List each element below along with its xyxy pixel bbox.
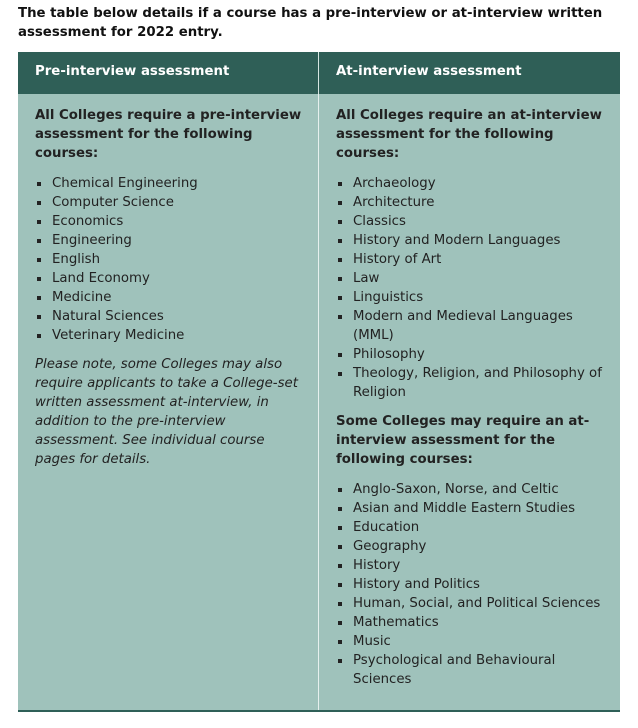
intro-text: The table below details if a course has a pre-interview or at-interview written assessment for 2022 entry. — [18, 6, 603, 40]
course-item: Land Economy — [35, 269, 304, 288]
course-item: Engineering — [35, 231, 304, 250]
course-item: Law — [336, 269, 606, 288]
pre-interview-lead: All Colleges require a pre-interview assessment for the following courses: — [35, 108, 302, 161]
course-item: Classics — [336, 212, 606, 231]
pre-interview-note: Please note, some Colleges may also require applicants to take a College-set written assessment at-interview, in addition to the pre-interview assessment. See individual course pages for details. — [35, 357, 298, 467]
at-interview-column — [319, 94, 620, 710]
course-item: Human, Social, and Political Sciences — [336, 594, 606, 613]
course-item: Mathematics — [336, 613, 606, 632]
at-interview-optional-list — [336, 480, 606, 689]
header-pre-interview: Pre-interview assessment — [18, 52, 319, 94]
course-item: Music — [336, 632, 606, 651]
course-item: Linguistics — [336, 288, 606, 307]
course-item: Theology, Religion, and Philosophy of Religion — [336, 364, 606, 402]
course-item: English — [35, 250, 304, 269]
course-item: Psychological and Behavioural Sciences — [336, 651, 606, 689]
header-at-interview: At-interview assessment — [319, 52, 620, 94]
course-item: Philosophy — [336, 345, 606, 364]
course-item: Economics — [35, 212, 304, 231]
course-item: Archaeology — [336, 174, 606, 193]
course-item: Asian and Middle Eastern Studies — [336, 499, 606, 518]
course-item: History — [336, 556, 606, 575]
course-item: History and Politics — [336, 575, 606, 594]
course-item: Chemical Engineering — [35, 174, 304, 193]
course-item: Modern and Medieval Languages (MML) — [336, 307, 606, 345]
course-item: History of Art — [336, 250, 606, 269]
course-item: Medicine — [35, 288, 304, 307]
pre-interview-course-list — [35, 174, 304, 345]
at-interview-optional-lead: Some Colleges may require an at-interview assessment for the following courses: — [336, 414, 590, 467]
course-item: Anglo-Saxon, Norse, and Celtic — [336, 480, 606, 499]
pre-interview-column — [18, 94, 319, 710]
course-item: Natural Sciences — [35, 307, 304, 326]
course-item: Architecture — [336, 193, 606, 212]
at-interview-lead: All Colleges require an at-interview assessment for the following courses: — [336, 108, 602, 161]
course-item: Veterinary Medicine — [35, 326, 304, 345]
at-interview-required-list — [336, 174, 606, 402]
course-item: History and Modern Languages — [336, 231, 606, 250]
assessment-table — [18, 52, 620, 712]
course-item: Geography — [336, 537, 606, 556]
course-item: Education — [336, 518, 606, 537]
course-item: Computer Science — [35, 193, 304, 212]
